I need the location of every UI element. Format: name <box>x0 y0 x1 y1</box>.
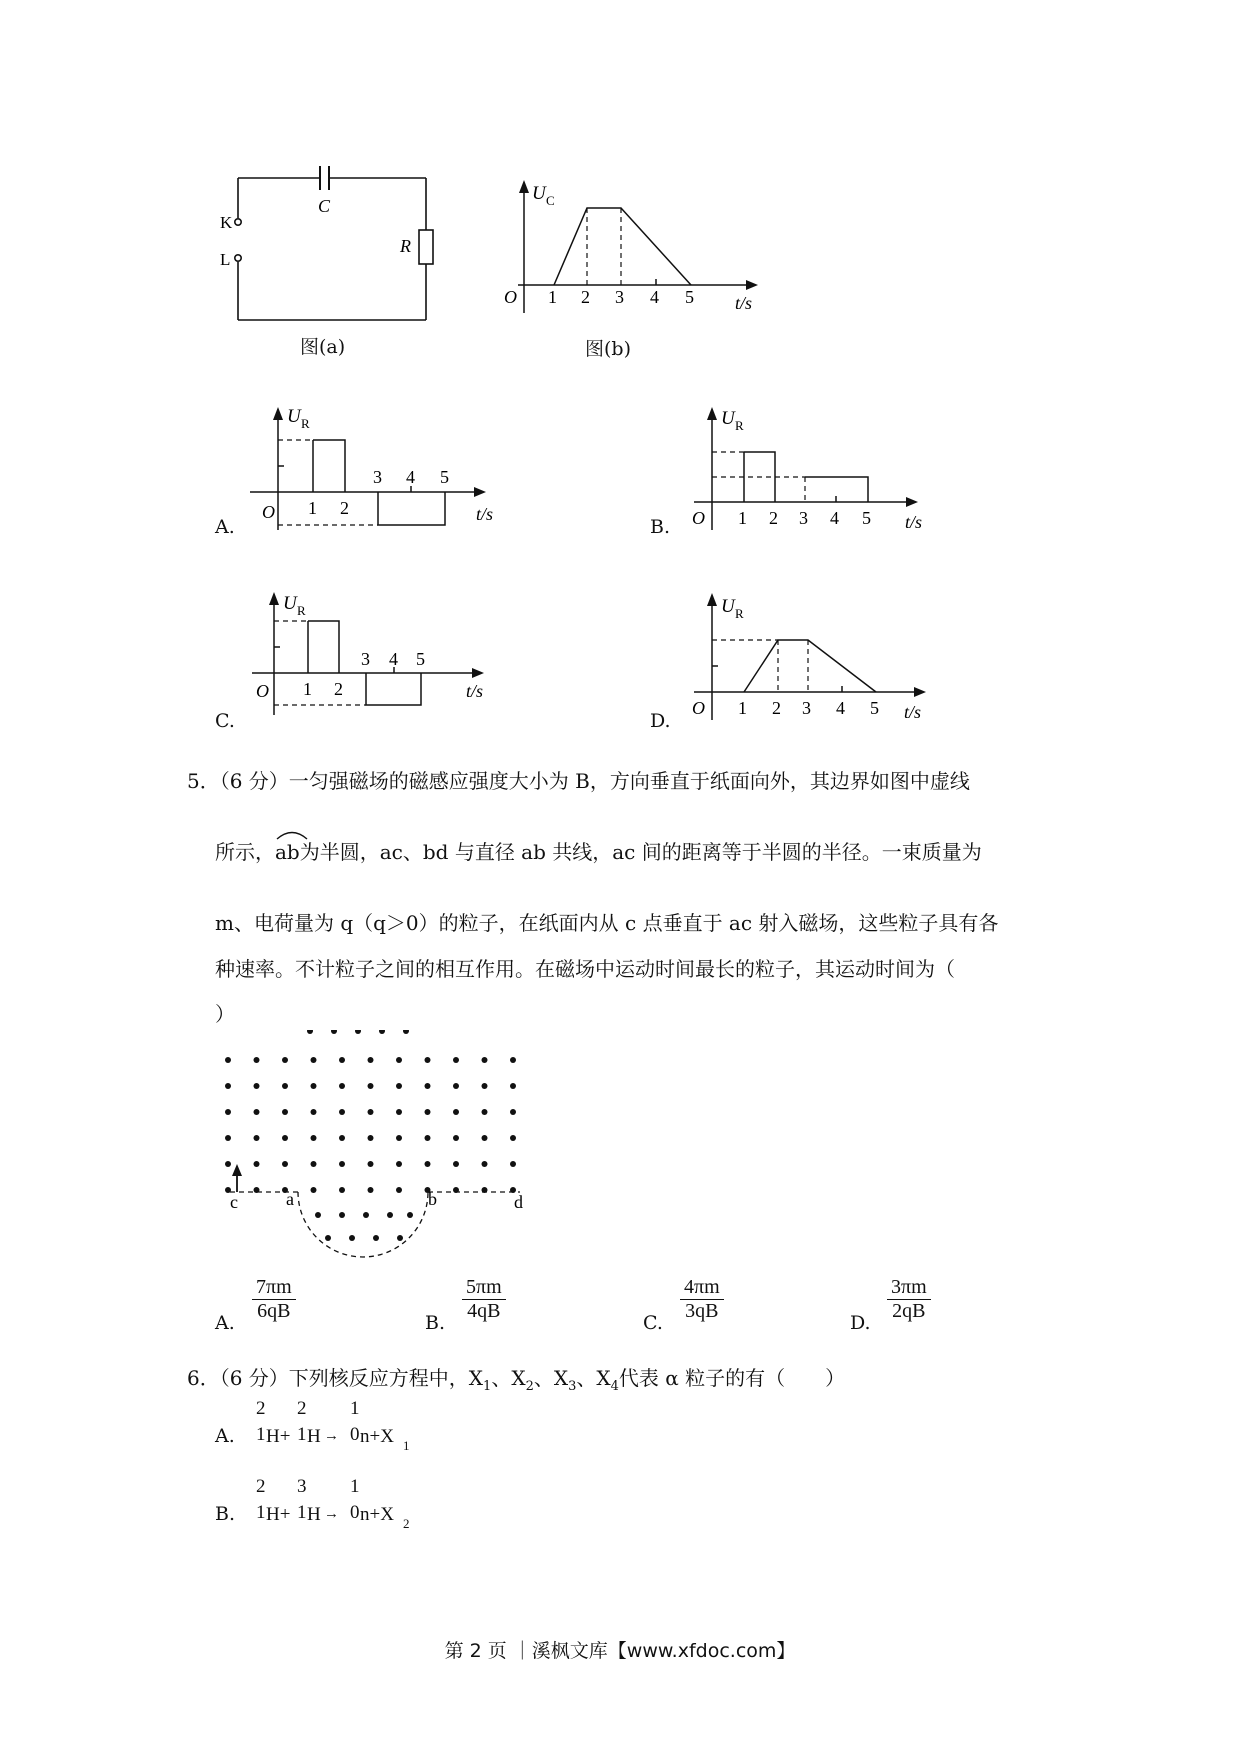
field-dot <box>373 1235 379 1241</box>
q5-option-c-num: 4πm <box>680 1276 724 1300</box>
field-dot <box>363 1212 369 1218</box>
field-dot <box>482 1057 488 1063</box>
q5-option-b-letter: B. <box>425 1312 446 1334</box>
q6-option-a-letter: A. <box>215 1425 235 1447</box>
field-dot <box>453 1083 459 1089</box>
uc-origin: O <box>504 287 517 307</box>
option-c-origin: O <box>256 681 269 701</box>
field-dot <box>311 1083 317 1089</box>
field-dot <box>254 1083 260 1089</box>
field-dot <box>396 1083 402 1089</box>
arc-ab <box>275 840 300 864</box>
q5-option-b-num: 5πm <box>462 1276 506 1300</box>
q5-line-4: 种速率。不计粒子之间的相互作用。在磁场中运动时间最长的粒子，其运动时间为（ <box>215 957 955 981</box>
field-dot <box>254 1109 260 1115</box>
option-c-y-label: U <box>283 593 297 614</box>
q5-option-d-den: 2qB <box>892 1300 926 1322</box>
option-b-y-sub: R <box>735 418 744 433</box>
q6-x3-sub: 3 <box>568 1379 577 1394</box>
field-dot <box>396 1135 402 1141</box>
q6-x4-sub: 4 <box>610 1379 619 1394</box>
q5-line-5: ） <box>215 1002 235 1026</box>
field-dot <box>425 1135 431 1141</box>
q5-option-c-letter: C. <box>643 1312 663 1334</box>
field-dot <box>397 1235 403 1241</box>
field-dot <box>339 1109 345 1115</box>
field-dot <box>282 1057 288 1063</box>
uc-y-sub: C <box>546 193 555 208</box>
q6-b-n1-z: 1 <box>256 1502 266 1523</box>
q6-b-n1-sym: H+ <box>266 1504 291 1525</box>
field-dot <box>425 1057 431 1063</box>
q6-a-n3-mass: 1 <box>350 1398 360 1419</box>
field-dot <box>225 1057 231 1063</box>
q6-b-n3-z: 0 <box>350 1502 360 1523</box>
field-dot <box>396 1161 402 1167</box>
field-dot <box>254 1135 260 1141</box>
capacitor-label: C <box>318 196 331 216</box>
option-a-tick-1: 1 <box>308 498 317 518</box>
field-dot <box>254 1161 260 1167</box>
option-a-tick-5: 5 <box>440 467 449 487</box>
field-dot <box>510 1083 516 1089</box>
q6-b-x-sub: 2 <box>403 1516 410 1531</box>
q6-stem-rest: 代表 α 粒子的有（ ） <box>618 1366 846 1390</box>
field-dot <box>225 1135 231 1141</box>
switch-l-label: L <box>220 250 231 269</box>
field-dot <box>368 1057 374 1063</box>
q5-option-d-num: 3πm <box>887 1276 931 1300</box>
option-b-letter: B. <box>650 516 671 538</box>
field-dots <box>225 1030 516 1241</box>
field-dot <box>225 1161 231 1167</box>
option-c-tick-3: 3 <box>361 649 370 669</box>
field-dot <box>339 1187 345 1193</box>
uc-x-label: t/s <box>735 293 753 313</box>
field-dot <box>368 1083 374 1089</box>
field-dot <box>339 1135 345 1141</box>
field-dot <box>282 1109 288 1115</box>
option-a-y-label: U <box>287 406 301 427</box>
field-dot <box>254 1057 260 1063</box>
q6-a-n1-mass: 2 <box>256 1398 266 1419</box>
q5-option-a-fraction <box>252 1276 296 1323</box>
option-b-tick-3: 3 <box>799 508 808 528</box>
q5-line-2 <box>215 836 982 865</box>
q5-option-a-den: 6qB <box>257 1300 291 1322</box>
q5-option-b-den: 4qB <box>467 1300 501 1322</box>
option-c-tick-5: 5 <box>416 649 425 669</box>
circuit-diagram <box>200 150 440 350</box>
field-dot <box>379 1030 385 1034</box>
q6-a-n3-z: 0 <box>350 1424 360 1445</box>
q5-line-3: m、电荷量为 q（q＞0）的粒子，在纸面内从 c 点垂直于 ac 射入磁场，这些粒子具有各 <box>215 911 999 935</box>
field-dot <box>510 1161 516 1167</box>
q6-stem-prefix: 6．（6 分）下列核反应方程中，X <box>187 1366 484 1390</box>
q5-option-a-num: 7πm <box>252 1276 296 1300</box>
switch-k-label: K <box>220 213 233 232</box>
option-b-x-label: t/s <box>905 512 923 532</box>
q5-option-c-fraction <box>680 1276 724 1323</box>
q6-b-n1-mass: 2 <box>256 1476 266 1497</box>
field-dot <box>387 1212 393 1218</box>
field-dot <box>282 1135 288 1141</box>
option-d-tick-4: 4 <box>836 698 845 718</box>
option-b-tick-1: 1 <box>738 508 747 528</box>
q6-a-n3-sym: n+X <box>360 1426 394 1447</box>
uc-tick-5: 5 <box>685 287 694 307</box>
uc-tick-4: 4 <box>650 287 659 307</box>
q6-a-n2-z: 1 <box>297 1424 307 1445</box>
field-dot <box>368 1109 374 1115</box>
q6-a-n1-z: 1 <box>256 1424 266 1445</box>
field-dot <box>307 1030 313 1034</box>
option-d-graph <box>680 590 970 740</box>
field-dot <box>315 1212 321 1218</box>
field-dot <box>311 1057 317 1063</box>
q6-x1-sub: 1 <box>483 1379 492 1394</box>
field-dot <box>396 1187 402 1193</box>
field-dot <box>368 1187 374 1193</box>
q6-x2-sub: 2 <box>525 1379 534 1394</box>
field-dot <box>311 1161 317 1167</box>
q6-option-a-equation <box>252 1398 452 1458</box>
q6-b-arrow: → <box>324 1506 339 1522</box>
option-a-letter: A. <box>215 516 235 538</box>
field-dot <box>331 1030 337 1034</box>
uc-tick-2: 2 <box>581 287 590 307</box>
field-dot <box>510 1135 516 1141</box>
q5-line-2-rest: 为半圆，ac、bd 与直径 ab 共线，ac 间的距离等于半圆的半径。一束质量为 <box>299 840 982 864</box>
q6-a-n1-sym: H+ <box>266 1426 291 1447</box>
q6-b-n2-z: 1 <box>297 1502 307 1523</box>
uc-graph <box>480 175 770 325</box>
field-dot <box>425 1083 431 1089</box>
option-c-tick-4: 4 <box>389 649 398 669</box>
option-b-graph <box>680 400 970 550</box>
option-c-tick-1: 1 <box>303 679 312 699</box>
option-a-tick-3: 3 <box>373 467 382 487</box>
q5-line-2-prefix: 所示， <box>215 840 275 864</box>
point-b-label: b <box>428 1189 437 1209</box>
q6-a-n2-sym: H <box>307 1426 321 1447</box>
option-a-y-sub: R <box>301 416 310 431</box>
option-b-origin: O <box>692 508 705 528</box>
option-b-tick-4: 4 <box>830 508 839 528</box>
field-dot <box>368 1135 374 1141</box>
uc-tick-3: 3 <box>615 287 624 307</box>
arc-symbol-icon <box>275 826 309 840</box>
field-dot <box>339 1161 345 1167</box>
q6-a-n2-mass: 2 <box>297 1398 307 1419</box>
field-dot <box>339 1212 345 1218</box>
option-c-graph <box>240 585 530 735</box>
field-dot <box>282 1083 288 1089</box>
field-dot <box>396 1109 402 1115</box>
field-dot <box>339 1083 345 1089</box>
field-dot <box>453 1135 459 1141</box>
option-d-y-sub: R <box>735 606 744 621</box>
option-c-y-sub: R <box>297 603 306 618</box>
q5-line-1: 5．（6 分）一匀强磁场的磁感应强度大小为 B，方向垂直于纸面向外，其边界如图中虚线 <box>187 769 970 793</box>
q5-option-b-fraction <box>462 1276 506 1323</box>
arc-ab-label: ab <box>275 840 300 864</box>
field-dot <box>425 1161 431 1167</box>
option-b-tick-5: 5 <box>862 508 871 528</box>
page-footer: 第 2 页 ｜溪枫文库【www.xfdoc.com】 <box>444 1640 796 1662</box>
q6-b-n2-sym: H <box>307 1504 321 1525</box>
field-dot <box>325 1235 331 1241</box>
point-d-label: d <box>514 1192 523 1212</box>
option-c-x-label: t/s <box>466 681 484 701</box>
q6-b-n3-sym: n+X <box>360 1504 394 1525</box>
field-dot <box>282 1161 288 1167</box>
field-dot <box>339 1057 345 1063</box>
field-dot <box>482 1083 488 1089</box>
q6-stem: 6．（6 分）下列核反应方程中，$X_1$、$X_2$、$X_3$、$X_4$代表 α 粒子的有（ ） <box>187 1366 846 1394</box>
field-dot <box>403 1030 409 1034</box>
field-dot <box>453 1057 459 1063</box>
field-dot <box>355 1030 361 1034</box>
option-a-x-label: t/s <box>476 504 494 524</box>
option-d-tick-2: 2 <box>772 698 781 718</box>
magnetic-field-figure <box>210 1030 550 1260</box>
q6-a-arrow: → <box>324 1428 339 1444</box>
option-d-x-label: t/s <box>904 702 922 722</box>
option-a-origin: O <box>262 502 275 522</box>
field-dot <box>482 1135 488 1141</box>
field-dot <box>311 1187 317 1193</box>
field-dot <box>425 1109 431 1115</box>
figure-a-caption: 图(a) <box>300 336 346 358</box>
field-dot <box>225 1083 231 1089</box>
uc-tick-1: 1 <box>548 287 557 307</box>
field-dot <box>368 1161 374 1167</box>
option-d-y-label: U <box>721 596 735 617</box>
q6-option-b-equation <box>252 1476 452 1536</box>
option-a-tick-2: 2 <box>340 498 349 518</box>
field-dot <box>510 1057 516 1063</box>
field-dot <box>311 1135 317 1141</box>
field-dot <box>453 1161 459 1167</box>
option-c-tick-2: 2 <box>334 679 343 699</box>
option-a-graph <box>240 400 530 550</box>
field-dot <box>453 1109 459 1115</box>
option-d-letter: D. <box>650 710 671 732</box>
uc-y-label: U <box>532 183 546 204</box>
field-dot <box>225 1109 231 1115</box>
point-c-label: c <box>230 1192 238 1212</box>
q5-option-a-letter: A. <box>215 1312 235 1334</box>
field-dot <box>482 1109 488 1115</box>
q5-option-d-fraction <box>887 1276 931 1323</box>
field-dot <box>349 1235 355 1241</box>
option-b-y-label: U <box>721 408 735 429</box>
q5-option-c-den: 3qB <box>685 1300 719 1322</box>
point-a-label: a <box>286 1189 294 1209</box>
q5-option-d-letter: D. <box>850 1312 871 1334</box>
field-dot <box>407 1212 413 1218</box>
option-d-tick-1: 1 <box>738 698 747 718</box>
q6-b-n2-mass: 3 <box>297 1476 307 1497</box>
field-dot <box>482 1161 488 1167</box>
option-d-tick-3: 3 <box>802 698 811 718</box>
field-dot <box>311 1109 317 1115</box>
option-d-tick-5: 5 <box>870 698 879 718</box>
option-a-tick-4: 4 <box>406 467 415 487</box>
option-b-tick-2: 2 <box>769 508 778 528</box>
option-d-origin: O <box>692 698 705 718</box>
field-dot <box>396 1057 402 1063</box>
field-dot <box>510 1109 516 1115</box>
q6-b-n3-mass: 1 <box>350 1476 360 1497</box>
q6-a-x-sub: 1 <box>403 1438 410 1453</box>
resistor-label: R <box>400 236 411 256</box>
q6-option-b-letter: B. <box>215 1503 236 1525</box>
option-c-letter: C. <box>215 710 235 732</box>
figure-b-caption: 图(b) <box>585 338 631 360</box>
